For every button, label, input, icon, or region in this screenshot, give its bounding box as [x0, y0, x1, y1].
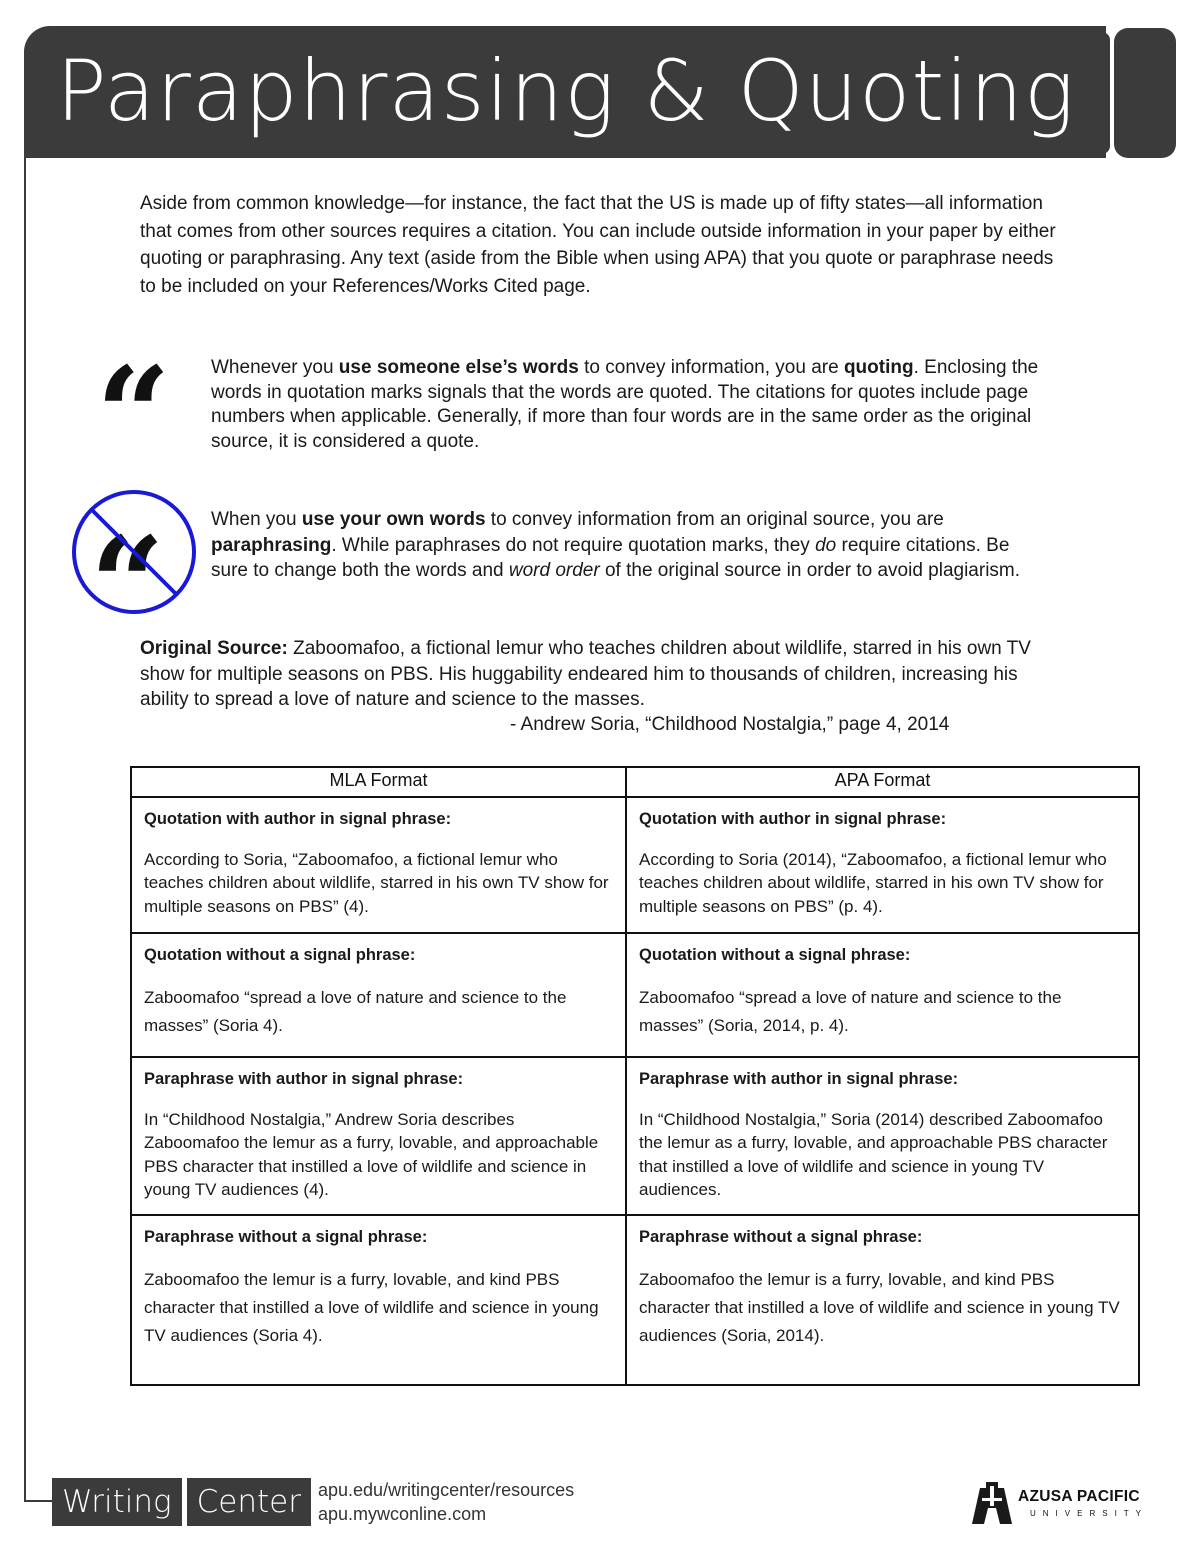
cell-text: Zaboomafoo the lemur is a furry, lovable, and kind PBS character that instilled a love of wildlife and science in young TV audiences (Soria 4). — [144, 1269, 599, 1345]
cell-heading: Paraphrase with author in signal phrase: — [639, 1070, 959, 1088]
cell-heading: Quotation without a signal phrase: — [639, 946, 911, 964]
svg-text:“: “ — [96, 360, 171, 440]
mla-column-header: MLA Format — [131, 767, 626, 797]
cell-text: Zaboomafoo “spread a love of nature and science to the masses” (Soria, 2014, p. 4). — [639, 987, 1062, 1035]
university-subtitle: UNIVERSITY — [1030, 1509, 1149, 1518]
cell-heading: Paraphrase with author in signal phrase: — [144, 1070, 464, 1088]
cell-heading: Paraphrase without a signal phrase: — [639, 1228, 923, 1246]
page-frame-line-bottom — [24, 1500, 54, 1502]
page-frame-line — [24, 150, 26, 1500]
table-row — [131, 1215, 1139, 1385]
source-attribution: - Andrew Soria, “Childhood Nostalgia,” page 4, 2014 — [510, 714, 950, 735]
logo-word-writing: Writing — [52, 1478, 182, 1526]
cell-text: In “Childhood Nostalgia,” Andrew Soria describes Zaboomafoo the lemur as a furry, lovable, and approachable PBS character that instilled a love of wildlife and science in young TV audiences (4). — [144, 1109, 599, 1199]
mla-cell — [131, 1215, 626, 1385]
header-tab-small — [1096, 32, 1110, 154]
source-text: Zaboomafoo, a fictional lemur who teaches children about wildlife, starred in his own TV show for multiple seasons on PBS. His huggability endeared him to thousands of children, increasing his ability to spread a love of nature and science to the masses. — [140, 638, 1031, 710]
logo-word-center: Center — [187, 1478, 311, 1526]
apa-cell — [626, 1215, 1139, 1385]
cell-text: According to Soria (2014), “Zaboomafoo, a fictional lemur who teaches children about wildlife, starred in his own TV show for multiple seasons on PBS” (p. 4). — [639, 849, 1107, 916]
cell-heading: Quotation without a signal phrase: — [144, 946, 416, 964]
intro-paragraph: Aside from common knowledge—for instance, the fact that the US is made up of fifty states—all information that comes from other sources requires a citation. You can include outside information in your paper by either quoting or paraphrasing. Any text (aside from the Bible when using APA) that you quote or paraphrase needs to be included on your References/Works Cited page. — [140, 193, 1056, 297]
header-banner — [24, 26, 1106, 158]
university-name: AZUSA PACIFIC — [1018, 1488, 1140, 1505]
cell-heading: Quotation with author in signal phrase: — [144, 810, 452, 828]
footer-links — [318, 1478, 574, 1526]
mla-cell — [131, 933, 626, 1057]
writing-center-logo — [52, 1478, 311, 1526]
source-label: Original Source: — [140, 638, 288, 659]
cell-text: Zaboomafoo “spread a love of nature and science to the masses” (Soria 4). — [144, 987, 567, 1035]
original-source — [140, 636, 1040, 735]
mla-cell — [131, 797, 626, 933]
citation-format-table — [130, 766, 1140, 1386]
table-row — [131, 797, 1139, 933]
apa-cell — [626, 933, 1139, 1057]
no-quote-icon — [70, 488, 198, 616]
svg-text:“: “ — [90, 508, 165, 616]
cell-text: According to Soria, “Zaboomafoo, a fictional lemur who teaches children about wildlife, starred in his own TV show for multiple seasons on PBS” (4). — [144, 849, 609, 916]
header-tab-right — [1114, 28, 1176, 158]
quote-icon — [96, 360, 188, 440]
quoting-paragraph: Whenever you use someone else’s words to convey information, you are quoting. Enclosing the words in quotation marks signals that the words are quoted. The citations for quotes include page numbers when applicable. Generally, if more than four words are in the same order as the original source, it is considered a quote. — [211, 357, 1039, 452]
paraphrasing-paragraph: When you use your own words to convey information from an original source, you are paraphrasing. While paraphrases do not require quotation marks, they do require citations. Be sure to change both the words and word order of the original source in order to avoid plagiarism. — [211, 509, 1021, 581]
cell-text: Zaboomafoo the lemur is a furry, lovable, and kind PBS character that instilled a love of wildlife and science in young TV audiences (Soria, 2014). — [639, 1269, 1120, 1345]
cell-text: In “Childhood Nostalgia,” Soria (2014) described Zaboomafoo the lemur as a furry, lovable, and approachable PBS character that instilled a love of wildlife and science in young TV audiences. — [639, 1109, 1108, 1199]
apa-column-header: APA Format — [626, 767, 1139, 797]
page-title: Paraphrasing & Quoting — [56, 42, 1076, 140]
apu-logo-icon — [972, 1482, 1012, 1524]
apa-cell — [626, 1057, 1139, 1215]
table-row — [131, 1057, 1139, 1215]
mla-cell — [131, 1057, 626, 1215]
wconline-link[interactable]: apu.mywconline.com — [318, 1504, 487, 1524]
resources-link[interactable]: apu.edu/writingcenter/resources — [318, 1480, 575, 1500]
cell-heading: Paraphrase without a signal phrase: — [144, 1228, 428, 1246]
apa-cell — [626, 797, 1139, 933]
cell-heading: Quotation with author in signal phrase: — [639, 810, 947, 828]
table-row — [131, 933, 1139, 1057]
